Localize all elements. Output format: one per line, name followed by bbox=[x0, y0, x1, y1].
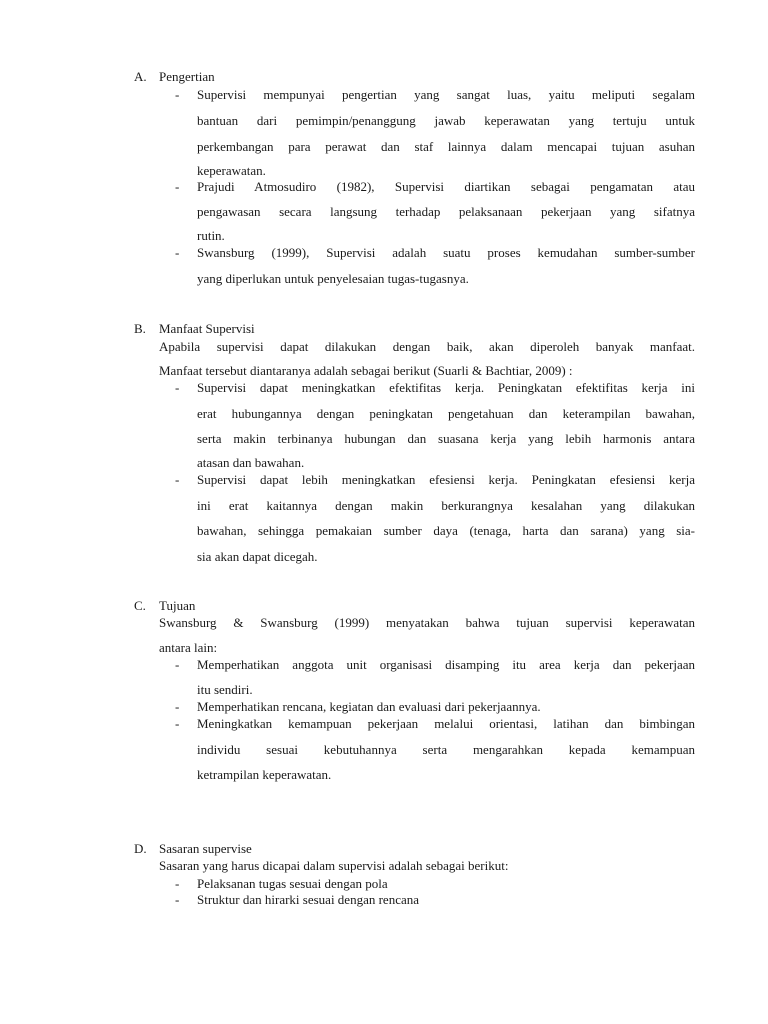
bullet-dash: - bbox=[175, 876, 180, 891]
list-item-text bbox=[197, 715, 695, 784]
bullet-dash: - bbox=[175, 716, 180, 731]
bullet-dash: - bbox=[175, 179, 180, 194]
list-item-text bbox=[197, 379, 695, 472]
section-title: Sasaran supervise bbox=[159, 841, 252, 856]
section-title: Pengertian bbox=[159, 69, 215, 84]
bullet-dash: - bbox=[175, 245, 180, 260]
section-letter: A. bbox=[134, 69, 147, 84]
text-line: serta makin terbinanya hubungan dan suasana kerja yang lebih harmonis antara bbox=[197, 431, 695, 446]
text-line: sia akan dapat dicegah. bbox=[197, 549, 318, 564]
text-line: ketrampilan keperawatan. bbox=[197, 767, 332, 782]
bullet-dash: - bbox=[175, 892, 180, 907]
text-line: Apabila supervisi dapat dilakukan dengan baik, akan diperoleh banyak manfaat. bbox=[159, 339, 695, 354]
text-line: Manfaat tersebut diantaranya adalah sebagai berikut (Suarli & Bachtiar, 2009) : bbox=[159, 363, 573, 378]
list-item-text bbox=[197, 471, 695, 566]
text-line: Meningkatkan kemampuan pekerjaan melalui orientasi, latihan dan bimbingan bbox=[197, 716, 695, 731]
text-line: Supervisi dapat meningkatkan efektifitas kerja. Peningkatan efektifitas kerja ini bbox=[197, 380, 695, 395]
text-line: Prajudi Atmosudiro (1982), Supervisi diartikan sebagai pengamatan atau bbox=[197, 179, 695, 194]
bullet-dash: - bbox=[175, 699, 180, 714]
text-line: yang diperlukan untuk penyelesaian tugas-tugasnya. bbox=[197, 271, 469, 286]
text-line: Memperhatikan rencana, kegiatan dan evaluasi dari pekerjaannya. bbox=[197, 699, 541, 714]
text-line: Memperhatikan anggota unit organisasi disamping itu area kerja dan pekerjaan bbox=[197, 657, 695, 672]
section-heading bbox=[134, 68, 215, 86]
text-line: Supervisi mempunyai pengertian yang sangat luas, yaitu meliputi segalam bbox=[197, 87, 695, 102]
section-intro bbox=[159, 338, 695, 380]
section-title: Manfaat Supervisi bbox=[159, 321, 255, 336]
bullet-dash: - bbox=[175, 87, 180, 102]
bullet-dash: - bbox=[175, 472, 180, 487]
list-item-text bbox=[197, 698, 695, 716]
text-line: erat hubungannya dengan peningkatan pengetahuan dan keterampilan bawahan, bbox=[197, 406, 695, 421]
text-line: Struktur dan hirarki sesuai dengan rencana bbox=[197, 892, 420, 907]
text-line: ini erat kaitannya dengan makin berkurangnya kesalahan yang dilakukan bbox=[197, 498, 695, 513]
section-intro bbox=[159, 614, 695, 657]
text-line: perkembangan para perawat dan staf lainnya dalam mencapai tujuan asuhan bbox=[197, 139, 695, 154]
text-line: atasan dan bawahan. bbox=[197, 455, 305, 470]
text-line: bawahan, sehingga pemakaian sumber daya (tenaga, harta dan sarana) yang sia- bbox=[197, 523, 695, 538]
text-line: pengawasan secara langsung terhadap pelaksanaan pekerjaan yang sifatnya bbox=[197, 204, 695, 219]
section-letter: B. bbox=[134, 321, 146, 336]
text-line: keperawatan. bbox=[197, 163, 266, 178]
text-line: itu sendiri. bbox=[197, 682, 253, 697]
list-item-text bbox=[197, 86, 695, 180]
text-line: bantuan dari pemimpin/penanggung jawab keperawatan yang tertuju untuk bbox=[197, 113, 695, 128]
text-line: Supervisi dapat lebih meningkatkan efesiensi kerja. Peningkatan efesiensi kerja bbox=[197, 472, 695, 487]
bullet-dash: - bbox=[175, 380, 180, 395]
text-line: Swansburg & Swansburg (1999) menyatakan bahwa tujuan supervisi keperawatan bbox=[159, 615, 695, 630]
list-item-text bbox=[197, 178, 695, 245]
list-item-text bbox=[197, 891, 695, 909]
section-heading bbox=[134, 597, 195, 615]
section-heading bbox=[134, 840, 252, 858]
text-line: Sasaran yang harus dicapai dalam supervisi adalah sebagai berikut: bbox=[159, 858, 509, 873]
list-item-text bbox=[197, 656, 695, 699]
section-intro bbox=[159, 857, 695, 875]
section-heading bbox=[134, 320, 255, 338]
section-title: Tujuan bbox=[159, 598, 196, 613]
text-line: rutin. bbox=[197, 228, 225, 243]
text-line: Swansburg (1999), Supervisi adalah suatu proses kemudahan sumber-sumber bbox=[197, 245, 695, 260]
list-item-text bbox=[197, 244, 695, 288]
section-letter: C. bbox=[134, 598, 146, 613]
text-line: individu sesuai kebutuhannya serta mengarahkan kepada kemampuan bbox=[197, 742, 695, 757]
section-letter: D. bbox=[134, 841, 147, 856]
text-line: antara lain: bbox=[159, 640, 218, 655]
text-line: Pelaksanan tugas sesuai dengan pola bbox=[197, 876, 388, 891]
bullet-dash: - bbox=[175, 657, 180, 672]
